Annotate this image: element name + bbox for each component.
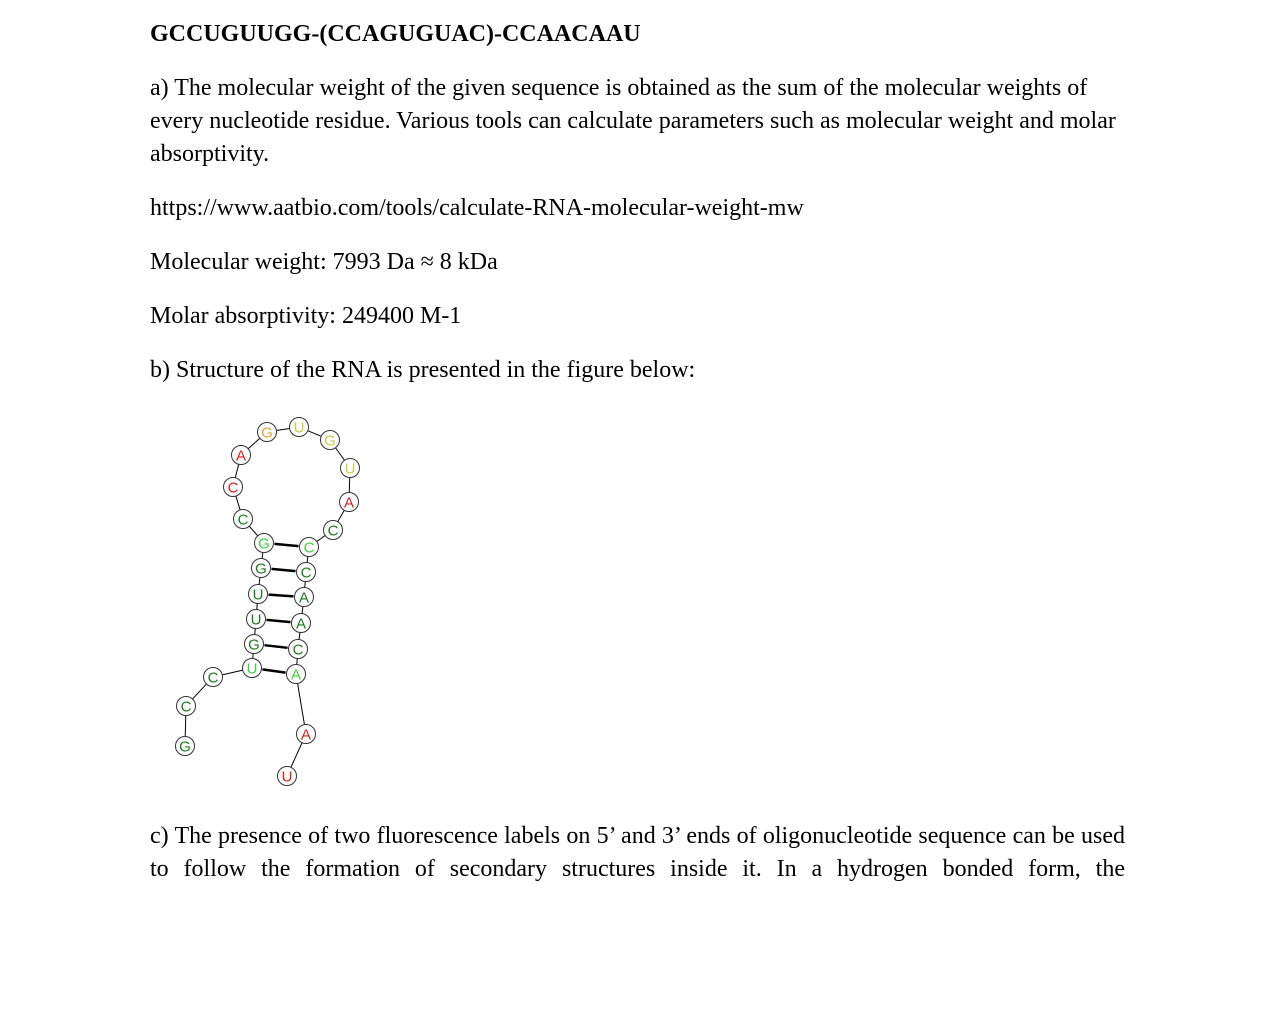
backbone-link — [248, 438, 260, 448]
backbone-link — [336, 448, 345, 461]
nucleotide-base-label: G — [324, 432, 336, 450]
rna-structure-figure — [160, 405, 400, 795]
nucleotide — [247, 610, 266, 629]
base-pair-bond — [268, 595, 293, 597]
part-c-paragraph: c) The presence of two fluorescence labels on 5’ and 3’ ends of oligonucleotide sequence can be used to follow the formation of secondary structures inside it. In a hydrogen bonded form, the — [150, 823, 1125, 882]
nucleotide — [300, 538, 319, 557]
molar-absorptivity-line: Molar absorptivity: 249400 M-1 — [150, 303, 462, 329]
nucleotide — [243, 659, 262, 678]
base-pair-bond — [271, 569, 295, 571]
base-pair-bond — [266, 620, 290, 622]
nucleotide-base-label: C — [227, 479, 239, 497]
backbone-link — [317, 535, 325, 541]
backbone-link — [235, 464, 238, 478]
nucleotide-base-label: U — [250, 611, 262, 629]
nucleotide-base-label: A — [298, 589, 310, 607]
backbone-link — [308, 431, 321, 437]
nucleotide — [249, 585, 268, 604]
nucleotide — [297, 725, 316, 744]
nucleotide — [234, 510, 253, 529]
nucleotide-base-label: U — [281, 768, 293, 786]
tool-link: https://www.aatbio.com/tools/calculate-RNA-molecular-weight-mw — [150, 195, 804, 221]
nucleotide-base-label: G — [255, 560, 267, 578]
nucleotide-base-label: C — [292, 641, 304, 659]
molecular-weight-line: Molecular weight: 7993 Da ≈ 8 kDa — [150, 249, 498, 275]
base-pair-bond — [262, 669, 285, 672]
nucleotide — [295, 588, 314, 607]
nucleotide-base-label: G — [258, 535, 270, 553]
part-b-paragraph: b) Structure of the RNA is presented in the figure below: — [150, 357, 696, 383]
backbone-link — [307, 556, 308, 562]
nucleotide-base-label: C — [303, 539, 315, 557]
backbone-link — [222, 670, 242, 675]
nucleotide — [321, 431, 340, 450]
backbone-link — [302, 606, 303, 613]
nucleotide — [278, 767, 297, 786]
nucleotide — [340, 493, 359, 512]
nucleotide — [324, 521, 343, 540]
sequence-title: GCCUGUUGG-(CCAGUGUAC)-CCAACAAU — [150, 21, 641, 47]
nucleotide — [289, 640, 308, 659]
nucleotide — [224, 478, 243, 497]
nucleotide-base-label: G — [179, 738, 191, 756]
nucleotide-base-label: C — [327, 522, 339, 540]
backbone-link — [262, 552, 263, 558]
nucleotide — [255, 534, 274, 553]
nucleotide — [297, 563, 316, 582]
nucleotide-base-label: G — [248, 636, 260, 654]
base-pair-bond — [274, 544, 298, 546]
backbone-link — [259, 577, 260, 584]
backbone-link — [236, 496, 240, 510]
backbone-link — [249, 526, 257, 536]
backbone-link — [298, 683, 305, 724]
backbone-link — [338, 510, 345, 522]
rna-structure-diagram — [160, 405, 400, 795]
backbone-link — [299, 632, 300, 639]
backbone-link — [291, 743, 302, 768]
nucleotide — [245, 635, 264, 654]
nucleotide — [287, 665, 306, 684]
part-a-paragraph: a) The molecular weight of the given sequence is obtained as the sum of the molecular weights of every nucleotide residue. Various tools can calculate parameters such as molecular weight and molar absorptivity. — [150, 75, 1116, 167]
nucleotide — [176, 737, 195, 756]
nucleotide — [258, 423, 277, 442]
nucleotide-base-label: A — [235, 447, 247, 465]
nucleotide-base-label: G — [261, 424, 273, 442]
base-pair-bond — [264, 645, 287, 648]
nucleotide — [290, 418, 309, 437]
nucleotide-base-label: A — [295, 615, 307, 633]
nucleotide — [177, 697, 196, 716]
nucleotide-base-label: A — [290, 666, 302, 684]
nucleotide — [252, 559, 271, 578]
nucleotide — [292, 614, 311, 633]
backbone-link — [185, 715, 186, 736]
nucleotide — [204, 668, 223, 687]
nucleotide — [341, 459, 360, 478]
backbone-link — [276, 428, 289, 430]
nucleotide-base-label: U — [344, 460, 356, 478]
nucleotide-base-label: A — [343, 494, 355, 512]
backbone-link — [192, 684, 206, 699]
nucleotide-base-label: C — [237, 511, 249, 529]
nucleotide-base-label: C — [300, 564, 312, 582]
nucleotide-base-label: U — [246, 660, 258, 678]
nucleotide-base-label: C — [207, 669, 219, 687]
nucleotide-base-label: U — [293, 419, 305, 437]
nucleotide-base-label: U — [252, 586, 264, 604]
nucleotide-base-label: A — [300, 726, 312, 744]
nucleotide-base-label: C — [180, 698, 192, 716]
nucleotide — [232, 446, 251, 465]
